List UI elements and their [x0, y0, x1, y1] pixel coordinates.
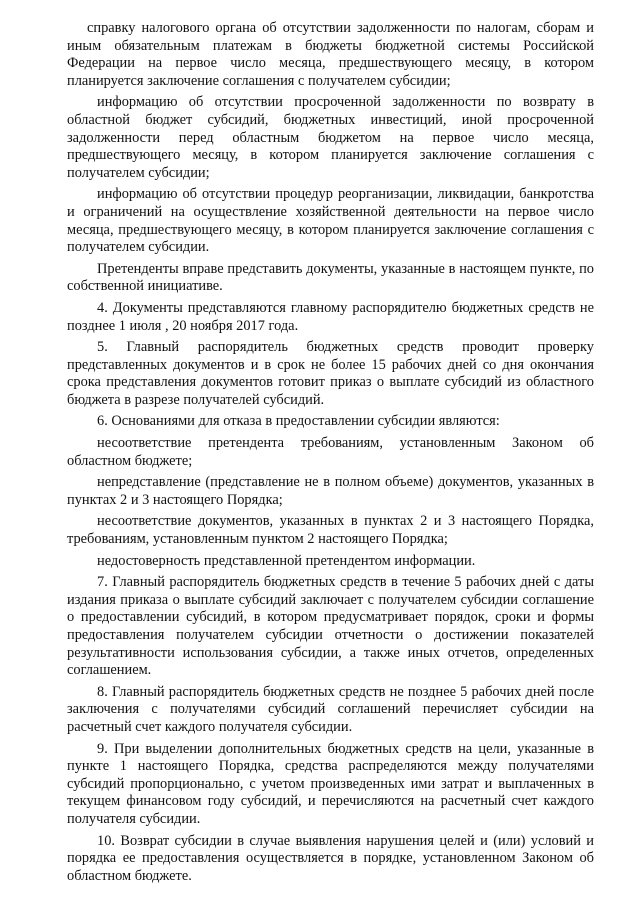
document-page: [67, 20, 594, 889]
paragraph-no-overdue-debt: информацию об отсутствии просроченной задолженности по возврату в областной бюджет субсидий, бюджетных инвестиций, иной просроченной задолженности перед областным бюджетом на первое число месяца, предшествующего месяцу, в котором планируется заключение соглашения с получателем субсидии;: [67, 94, 594, 181]
paragraph-refusal-reason-3: несоответствие документов, указанных в пунктах 2 и 3 настоящего Порядка, требованиям, установленным пунктом 2 настоящего Порядка;: [67, 513, 594, 548]
paragraph-tax-certificate: справку налогового органа об отсутствии задолженности по налогам, сборам и иным обязательным платежам в бюджеты бюджетной системы Российской Федерации на первое число месяца, предшествующего месяцу, в котором планируется заключение соглашения с получателем субсидии;: [67, 20, 594, 89]
paragraph-item-8: 8. Главный распорядитель бюджетных средств не позднее 5 рабочих дней после заключения с получателями субсидий соглашений перечисляет субсидии на расчетный счет каждого получателя субсидии.: [67, 683, 594, 735]
paragraph-refusal-reason-1: несоответствие претендента требованиям, установленным Законом об областном бюджете;: [67, 435, 594, 469]
paragraph-item-7: 7. Главный распорядитель бюджетных средств в течение 5 рабочих дней с даты издания приказа о выплате субсидий заключает с получателем субсидии соглашение о предоставлении субсидий, в котором предусматривает порядок, сроки и формы предоставления получателем субсидии отчетности о достижении показателей результативности использования субсидии, а также иных отчетов, определенных соглашением.: [67, 574, 594, 679]
paragraph-item-9: 9. При выделении дополнительных бюджетных средств на цели, указанные в пункте 1 настоящего Порядка, средства распределяются между получателями субсидий пропорционально, с учетом произведенных ими затрат и выплаченных в текущем финансовом году субсидий, и перечисляются на расчетный счет каждого получателя субсидии.: [67, 740, 594, 827]
paragraph-refusal-reason-2: непредставление (представление не в полном объеме) документов, указанных в пунктах 2 и 3 настоящего Порядка;: [67, 474, 594, 508]
paragraph-item-5: 5. Главный распорядитель бюджетных средств проводит проверку представленных документов и в срок не более 15 рабочих дней со дня окончания срока представления документов готовит приказ о выплате субсидий из областного бюджета в разрезе получателей субсидий.: [67, 339, 594, 408]
paragraph-no-reorganization: информацию об отсутствии процедур реорганизации, ликвидации, банкротства и ограничений на осуществление хозяйственной деятельности на первое число месяца, предшествующего месяцу, в котором планируется заключение соглашения с получателем субсидии.: [67, 186, 594, 256]
paragraph-item-6: 6. Основаниями для отказа в предоставлении субсидии являются:: [97, 413, 500, 430]
paragraph-refusal-reason-4: недостоверность представленной претендентом информации.: [97, 552, 476, 569]
paragraph-item-4: 4. Документы представляются главному распорядителю бюджетных средств не позднее 1 июля , 20 ноября 2017 года.: [67, 299, 594, 334]
paragraph-own-initiative: Претенденты вправе представить документы, указанные в настоящем пункте, по собственной инициативе.: [67, 260, 594, 295]
paragraph-item-10: 10. Возврат субсидии в случае выявления нарушения целей и (или) условий и порядка ее предоставления осуществляется в порядке, установленном Законом об областном бюджете.: [67, 832, 594, 884]
